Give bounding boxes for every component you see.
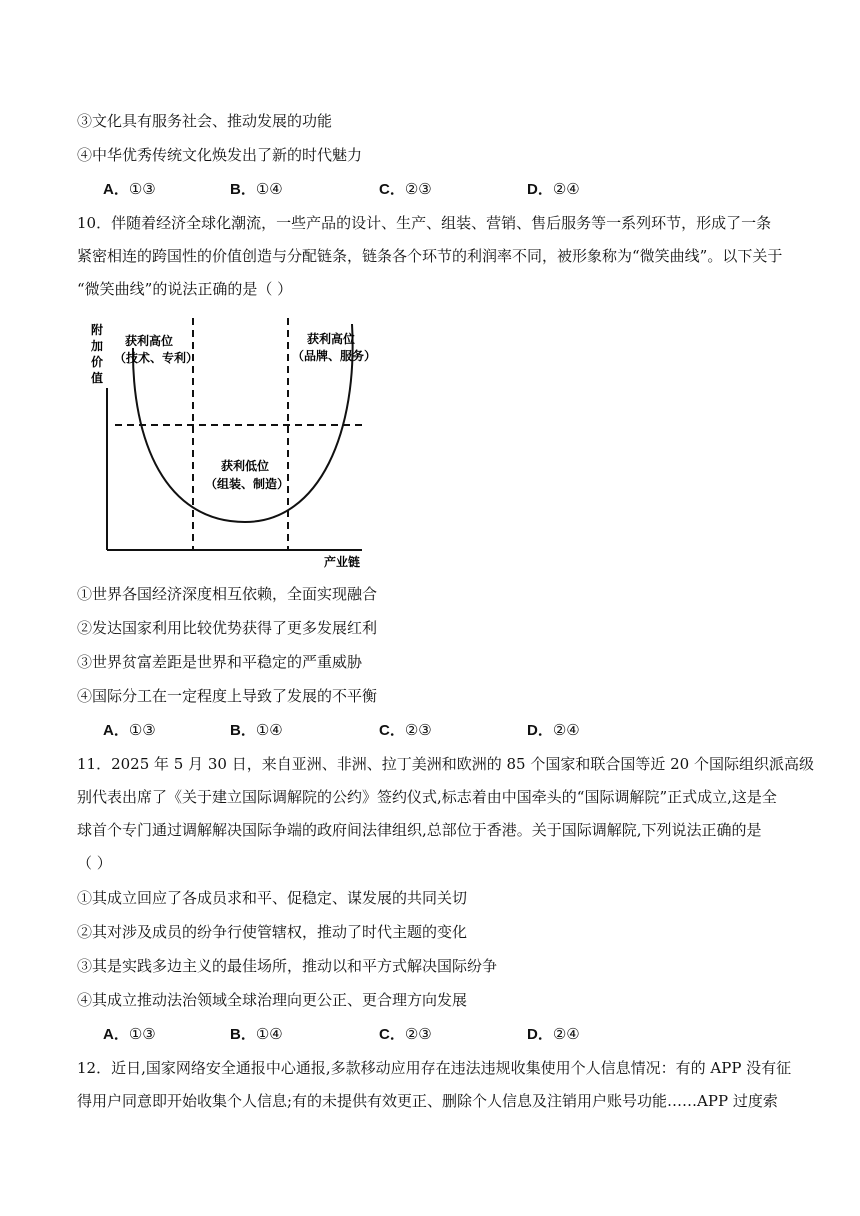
q11-statement-4: ④其成立推动法治领域全球治理向更公正、更合理方向发展 <box>77 991 468 1009</box>
q10-option-c[interactable]: C．②③ <box>379 721 432 739</box>
q10-option-d[interactable]: D．②④ <box>527 721 580 739</box>
q10-stem-line-2: 紧密相连的跨国性的价值创造与分配链条，链条各个环节的利润率不同，被形象称为“微笑曲线”。以下关于 <box>77 247 783 265</box>
q10-statement-3: ③世界贫富差距是世界和平稳定的严重威胁 <box>77 653 363 671</box>
q10-stem-line-3: “微笑曲线”的说法正确的是（ ） <box>77 280 293 298</box>
y-axis-label-char-2: 加 <box>91 339 104 353</box>
right-label-detail: （品牌、服务） <box>292 349 377 363</box>
q9-options <box>103 179 803 199</box>
right-label-title: 获利高位 <box>307 332 356 346</box>
q10-option-b[interactable]: B．①④ <box>230 721 283 739</box>
q11-statement-3: ③其是实践多边主义的最佳场所，推动以和平方式解决国际纷争 <box>77 957 498 975</box>
q11-option-b[interactable]: B．①④ <box>230 1025 283 1043</box>
q11-stem-line-2: 别代表出席了《关于建立国际调解院的公约》签约仪式,标志着由中国牵头的“国际调解院”正式成立,这是全 <box>77 788 777 806</box>
q11-statement-1: ①其成立回应了各成员求和平、促稳定、谋发展的共同关切 <box>77 889 468 907</box>
middle-label-detail: （组装、制造） <box>205 477 290 491</box>
q11-stem-line-1: 11．2025 年 5 月 30 日，来自亚洲、非洲、拉丁美洲和欧洲的 85 个国家和联合国等近 20 个国际组织派高级 <box>77 755 814 773</box>
q11-statement-2: ②其对涉及成员的纷争行使管辖权，推动了时代主题的变化 <box>77 923 468 941</box>
q10-options <box>103 720 803 740</box>
q9-option-b[interactable]: B．①④ <box>230 180 283 198</box>
middle-label-title: 获利低位 <box>221 459 270 473</box>
q9-option-c[interactable]: C．②③ <box>379 180 432 198</box>
q10-statement-1: ①世界各国经济深度相互依赖，全面实现融合 <box>77 585 378 603</box>
q11-option-c[interactable]: C．②③ <box>379 1025 432 1043</box>
q11-stem-line-3: 球首个专门通过调解解决国际争端的政府间法律组织,总部位于香港。关于国际调解院,下列说法正确的是 <box>77 821 762 839</box>
y-axis-label-char-3: 价 <box>91 355 104 369</box>
q11-option-a[interactable]: A．①③ <box>103 1025 156 1043</box>
q11-options <box>103 1024 803 1044</box>
q9-option-a[interactable]: A．①③ <box>103 180 156 198</box>
y-axis-label-char-4: 值 <box>91 371 104 385</box>
q11-option-d[interactable]: D．②④ <box>527 1025 580 1043</box>
smile-curve-diagram <box>80 316 380 572</box>
q11-stem-line-4: （ ） <box>77 854 112 872</box>
y-axis-label-char-1: 附 <box>91 323 104 337</box>
q9-statement-4: ④中华优秀传统文化焕发出了新的时代魅力 <box>77 146 363 164</box>
q12-stem-line-2: 得用户同意即开始收集个人信息;有的未提供有效更正、删除个人信息及注销用户账号功能……APP 过度索 <box>77 1092 778 1110</box>
left-label-title: 获利高位 <box>125 334 174 348</box>
q10-statement-2: ②发达国家利用比较优势获得了更多发展红利 <box>77 619 378 637</box>
smile-curve-figure <box>80 316 380 572</box>
x-axis-label: 产业链 <box>324 555 361 569</box>
left-label-detail: （技术、专利） <box>114 351 199 365</box>
q12-stem-line-1: 12．近日,国家网络安全通报中心通报,多款移动应用存在违法违规收集使用个人信息情况：有的 APP 没有征 <box>77 1059 792 1077</box>
q10-option-a[interactable]: A．①③ <box>103 721 156 739</box>
q9-option-d[interactable]: D．②④ <box>527 180 580 198</box>
q9-statement-3: ③文化具有服务社会、推动发展的功能 <box>77 112 333 130</box>
q10-statement-4: ④国际分工在一定程度上导致了发展的不平衡 <box>77 687 378 705</box>
q10-stem-line-1: 10．伴随着经济全球化潮流，一些产品的设计、生产、组装、营销、售后服务等一系列环节，形成了一条 <box>77 214 772 232</box>
